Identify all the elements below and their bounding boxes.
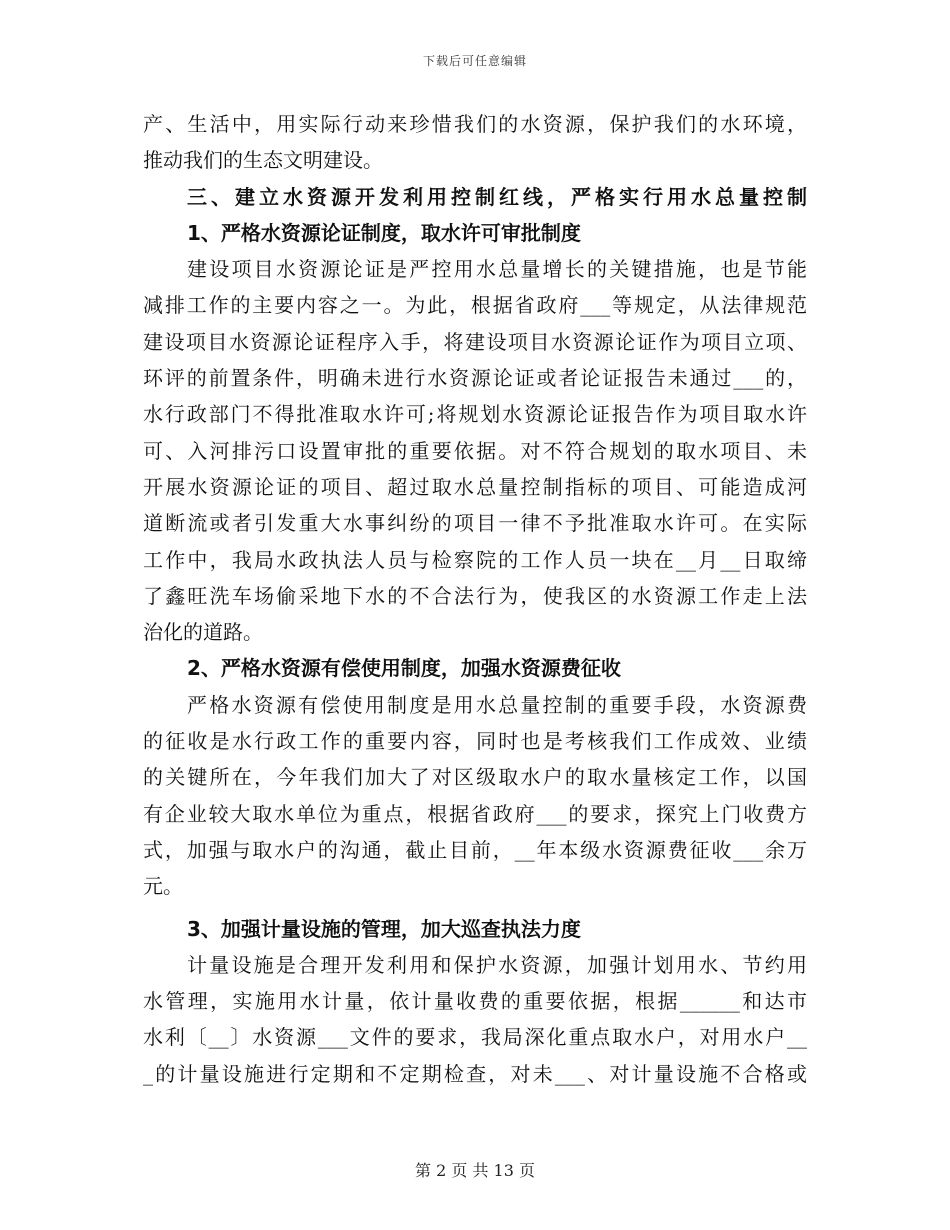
paragraph-line: 式，加强与取水户的沟通，截止目前，__年本级水资源费征收___余万 xyxy=(143,837,807,862)
section-heading: 三、建立水资源开发利用控制红线，严格实行用水总量控制 xyxy=(187,184,807,209)
paragraph-line: 环评的前置条件，明确未进行水资源论证或者论证报告未通过___的， xyxy=(143,366,807,391)
paragraph-line: 水管理，实施用水计量，依计量收费的重要依据，根据______和达市 xyxy=(143,989,807,1014)
paragraph-line: 工作中，我局水政执法人员与检察院的工作人员一块在__月__日取缔 xyxy=(143,547,807,572)
paragraph-line: 的关键所在，今年我们加大了对区级取水户的取水量核定工作，以国 xyxy=(143,765,807,790)
paragraph-line: 了鑫旺洗车场偷采地下水的不合法行为，使我区的水资源工作走上法 xyxy=(143,583,807,608)
paragraph-line: 元。 xyxy=(143,874,183,899)
document-body xyxy=(143,106,807,1092)
paragraph-line: 建设项目水资源论证是严控用水总量增长的关键措施，也是节能 xyxy=(187,257,807,282)
paragraph-line: _的计量设施进行定期和不定期检查，对未___、对计量设施不合格或 xyxy=(143,1061,807,1086)
paragraph-line: 计量设施是合理开发利用和保护水资源，加强计划用水、节约用 xyxy=(187,952,807,977)
paragraph-line: 有企业较大取水单位为重点，根据省政府___的要求，探究上门收费方 xyxy=(143,801,807,826)
subsection-heading-2: 2、严格水资源有偿使用制度，加强水资源费征收 xyxy=(187,656,621,681)
paragraph-line: 治化的道路。 xyxy=(143,620,263,645)
paragraph-line: 推动我们的生态文明建设。 xyxy=(143,148,383,173)
paragraph-line: 减排工作的主要内容之一。为此，根据省政府___等规定，从法律规范 xyxy=(143,293,807,318)
paragraph-line: 道断流或者引发重大水事纠纷的项目一律不予批准取水许可。在实际 xyxy=(143,511,807,536)
paragraph-line: 水行政部门不得批准取水许可;将规划水资源论证报告作为项目取水许 xyxy=(143,402,807,427)
subsection-heading-1: 1、严格水资源论证制度，取水许可审批制度 xyxy=(187,220,581,245)
paragraph-line: 的征收是水行政工作的重要内容，同时也是考核我们工作成效、业绩 xyxy=(143,729,807,754)
subsection-heading-3: 3、加强计量设施的管理，加大巡查执法力度 xyxy=(187,916,581,941)
paragraph-line: 产、生活中，用实际行动来珍惜我们的水资源，保护我们的水环境， xyxy=(143,112,807,136)
paragraph-line: 严格水资源有偿使用制度是用水总量控制的重要手段，水资源费 xyxy=(187,692,807,717)
paragraph-line: 可、入河排污口设置审批的重要依据。对不符合规划的取水项目、未 xyxy=(143,438,807,463)
page-header-note: 下载后可任意编辑 xyxy=(422,54,527,68)
paragraph-line: 建设项目水资源论证程序入手，将建设项目水资源论证作为项目立项、 xyxy=(143,329,807,354)
paragraph-line: 开展水资源论证的项目、超过取水总量控制指标的项目、可能造成河 xyxy=(143,474,807,499)
paragraph-line: 水利〔__〕水资源___文件的要求，我局深化重点取水户，对用水户__ xyxy=(143,1025,807,1050)
page-number-footer: 第 2 页 共 13 页 xyxy=(415,1161,535,1180)
